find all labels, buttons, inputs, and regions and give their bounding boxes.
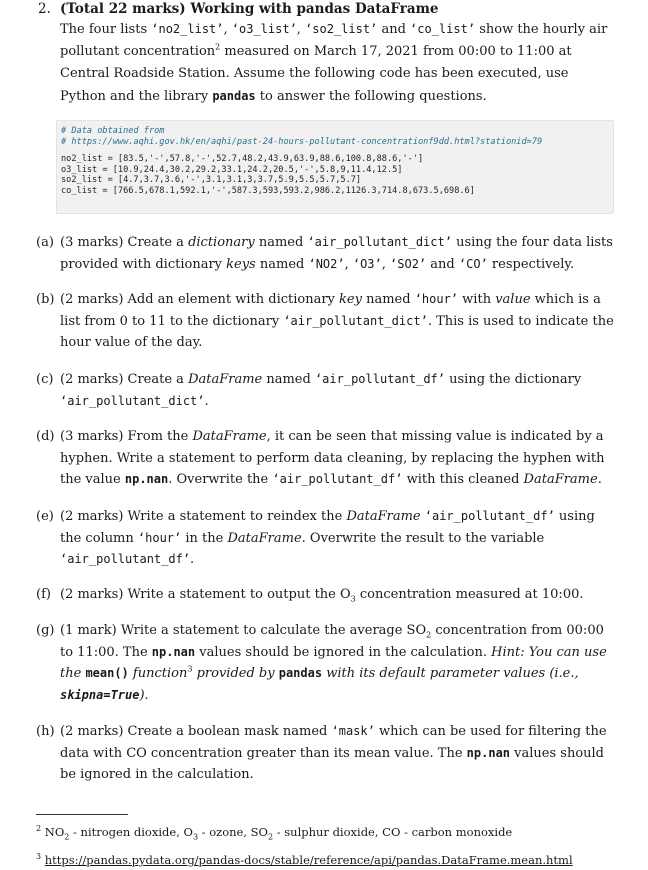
text: .	[204, 393, 209, 409]
part-label: (g)	[36, 623, 55, 638]
italic-term: DataFrame	[188, 372, 263, 387]
part-label: (b)	[36, 292, 55, 307]
code-term: ‘hour’	[414, 292, 459, 306]
text: . Overwrite the	[168, 472, 273, 487]
part-label: (a)	[36, 235, 54, 250]
code-term: np.nan	[151, 644, 196, 659]
question-part-a	[36, 232, 616, 275]
text: concentration measured at 10:00.	[355, 587, 584, 602]
text: - sulphur dioxide, CO - carbon monoxide	[273, 825, 513, 839]
text: (2 marks) Write a statement to output the O	[60, 587, 351, 602]
footnote-2	[36, 824, 513, 842]
text: concentration from 00:00 to 11:00. The	[60, 623, 604, 660]
intro-text: show the hourly air pollutant concentration	[60, 22, 608, 59]
text: values should be ignored in the calculation.	[195, 644, 492, 660]
text: (2 marks) Write a statement to reindex the	[60, 509, 347, 524]
text: .	[190, 552, 195, 567]
pandas-docs-link[interactable]: https://pandas.pydata.org/pandas-docs/stable/reference/api/pandas.DataFrame.mean.html	[44, 853, 573, 867]
code-block	[56, 120, 614, 214]
code-term: ‘hour’	[137, 530, 182, 545]
hint-text: Hint: You can use the	[60, 644, 607, 681]
part-text	[60, 721, 616, 786]
text: (2 marks) Create a	[60, 372, 189, 387]
question-part-b	[36, 289, 616, 354]
hint-text: with its default parameter values (i.e.,	[322, 666, 579, 681]
text: and	[426, 256, 459, 272]
code-term: ‘O3’	[352, 256, 382, 271]
intro-text: ,	[296, 22, 306, 37]
italic-term: key	[339, 292, 362, 307]
text: - nitrogen dioxide, O	[69, 825, 193, 839]
intro-code: ‘so2_list’	[305, 22, 378, 36]
footnote-divider	[36, 814, 128, 815]
footnote-ref: 2	[215, 42, 221, 52]
text: using the dictionary	[445, 372, 582, 387]
footnote-mark: 3	[36, 852, 42, 862]
footnote-mark: 2	[36, 824, 42, 834]
question-heading	[38, 0, 439, 18]
part-label: (h)	[36, 724, 55, 739]
text: with	[458, 292, 496, 307]
intro-code: pandas	[212, 89, 256, 103]
text: NO	[44, 825, 65, 839]
code-term: ‘CO’	[458, 256, 488, 271]
part-text	[60, 369, 616, 412]
code-term: np.nan	[124, 472, 169, 486]
hint-text: provided by	[192, 666, 279, 681]
italic-term: keys	[226, 256, 256, 272]
code-line-no2: no2_list = [83.5,'-',57.8,'-',52.7,48.2,43.9,63.9,88.6,100.8,88.6,'-']	[61, 154, 424, 164]
question-part-e	[36, 506, 616, 571]
question-number: 2.	[38, 1, 51, 17]
code-term: ‘NO2’	[308, 256, 345, 271]
text: ,	[344, 256, 353, 272]
text: . This is used to indicate the hour value of the day.	[60, 313, 614, 350]
intro-code: ‘co_list’	[410, 22, 476, 36]
text: (3 marks) From the	[60, 429, 193, 444]
code-blank-line	[61, 147, 609, 154]
part-label: (c)	[36, 372, 54, 387]
text: , it can be seen that missing value is indicated by a hyphen. Write a statement to perform data cleaning, by replacing the hyphen with the value	[60, 429, 605, 487]
code-term: ‘SO2’	[390, 256, 427, 271]
question-part-c	[36, 369, 616, 412]
code-term: ‘air_pollutant_df’	[424, 509, 555, 523]
text: . Overwrite the result to the variable	[301, 530, 545, 546]
footnote-ref: 3	[187, 664, 193, 674]
code-term: pandas	[278, 666, 323, 680]
code-term: ‘air_pollutant_df’	[60, 552, 191, 566]
part-label: (e)	[36, 509, 54, 524]
text: .	[597, 472, 602, 487]
code-term: ‘mask’	[331, 724, 375, 738]
part-text	[60, 506, 616, 571]
text: (1 mark) Write a statement to calculate the average SO	[60, 623, 427, 638]
footnote-3	[36, 853, 573, 867]
part-label: (f)	[36, 587, 51, 602]
italic-term: dictionary	[188, 235, 255, 250]
code-term: ‘air_pollutant_df’	[272, 472, 403, 486]
code-comment-url: # https://www.aqhi.gov.hk/en/aqhi/past-24-hours-pollutant-concentrationf9dd.html?stationid=79	[61, 136, 543, 147]
code-line-co: co_list = [766.5,678.1,592.1,'-',587.3,593,593.2,986.2,1126.3,714.8,673.5,698.6]	[61, 185, 475, 196]
text: ,	[381, 256, 391, 272]
text: named	[254, 235, 308, 250]
intro-text: to answer the following questions.	[255, 89, 487, 104]
question-part-h	[36, 721, 616, 786]
text: respectively.	[487, 256, 575, 272]
intro-text: The four lists	[60, 22, 152, 37]
question-part-d	[36, 426, 616, 491]
code-term: skipna=True	[60, 687, 140, 702]
code-term: ‘air_pollutant_df’	[314, 372, 445, 386]
intro-code: ‘no2_list’	[151, 22, 224, 36]
subscript: 2	[267, 832, 274, 842]
italic-term: DataFrame	[523, 472, 598, 487]
text: which can be used for filtering the data with CO concentration greater than its mean value. The	[60, 724, 607, 761]
subscript: 3	[192, 832, 199, 842]
code-term: ‘air_pollutant_dict’	[283, 313, 428, 328]
text: values should be ignored in the calculation.	[60, 745, 605, 782]
text: (2 marks) Add an element with dictionary	[60, 292, 340, 307]
italic-term: DataFrame	[346, 509, 421, 524]
question-title: (Total 22 marks) Working with pandas DataFrame	[60, 1, 439, 17]
italic-term: DataFrame	[192, 429, 267, 444]
code-term: mean()	[85, 666, 129, 680]
text: in the	[181, 530, 228, 546]
text: using the column	[60, 509, 595, 546]
intro-text: and	[377, 22, 411, 37]
question-intro	[60, 18, 612, 108]
intro-text: measured on March 17, 2021 from 00:00 to 11:00 at Central Roadside Station. Assume the following code has been executed, use Python and the library	[60, 44, 572, 104]
code-line-o3: o3_list = [10.9,24.4,30.2,29.2,33.1,24.2,20.5,'-',5.8,9,11.4,12.5]	[61, 164, 403, 175]
hint-text: ).	[139, 687, 149, 703]
subscript: 3	[350, 594, 356, 604]
question-part-g	[36, 620, 616, 706]
text: with this cleaned	[402, 472, 524, 487]
part-text	[60, 232, 616, 275]
part-label: (d)	[36, 429, 55, 444]
italic-term: value	[495, 292, 531, 307]
intro-code: ‘o3_list’	[231, 22, 297, 36]
hint-text: function	[128, 666, 188, 681]
text: (3 marks) Create a	[60, 235, 189, 250]
code-comment: # Data obtained from	[61, 126, 165, 136]
intro-text: ,	[223, 22, 232, 37]
italic-term: DataFrame	[227, 530, 302, 546]
text: named	[262, 372, 315, 387]
text: named	[361, 292, 415, 307]
code-term: np.nan	[466, 745, 511, 760]
part-text	[60, 584, 616, 606]
code-term: ‘air_pollutant_dict’	[60, 393, 205, 408]
text: which is a list from 0 to 11 to the dictionary	[60, 292, 601, 329]
text: (2 marks) Create a boolean mask named	[60, 724, 332, 739]
text: named	[255, 256, 309, 272]
question-part-f	[36, 584, 616, 606]
part-text	[60, 426, 616, 491]
subscript: 2	[64, 832, 70, 842]
part-text	[60, 289, 616, 354]
code-term: ‘air_pollutant_dict’	[307, 235, 452, 249]
part-text	[60, 620, 616, 706]
text: using the four data lists provided with dictionary	[60, 235, 613, 272]
subscript: 2	[426, 630, 432, 640]
code-line-so2: so2_list = [4.7,3.7,3.6,'-',3.1,3.1,3,3.7,5.9,5.5,5.7,5.7]	[61, 175, 362, 185]
text: - ozone, SO	[198, 825, 268, 839]
